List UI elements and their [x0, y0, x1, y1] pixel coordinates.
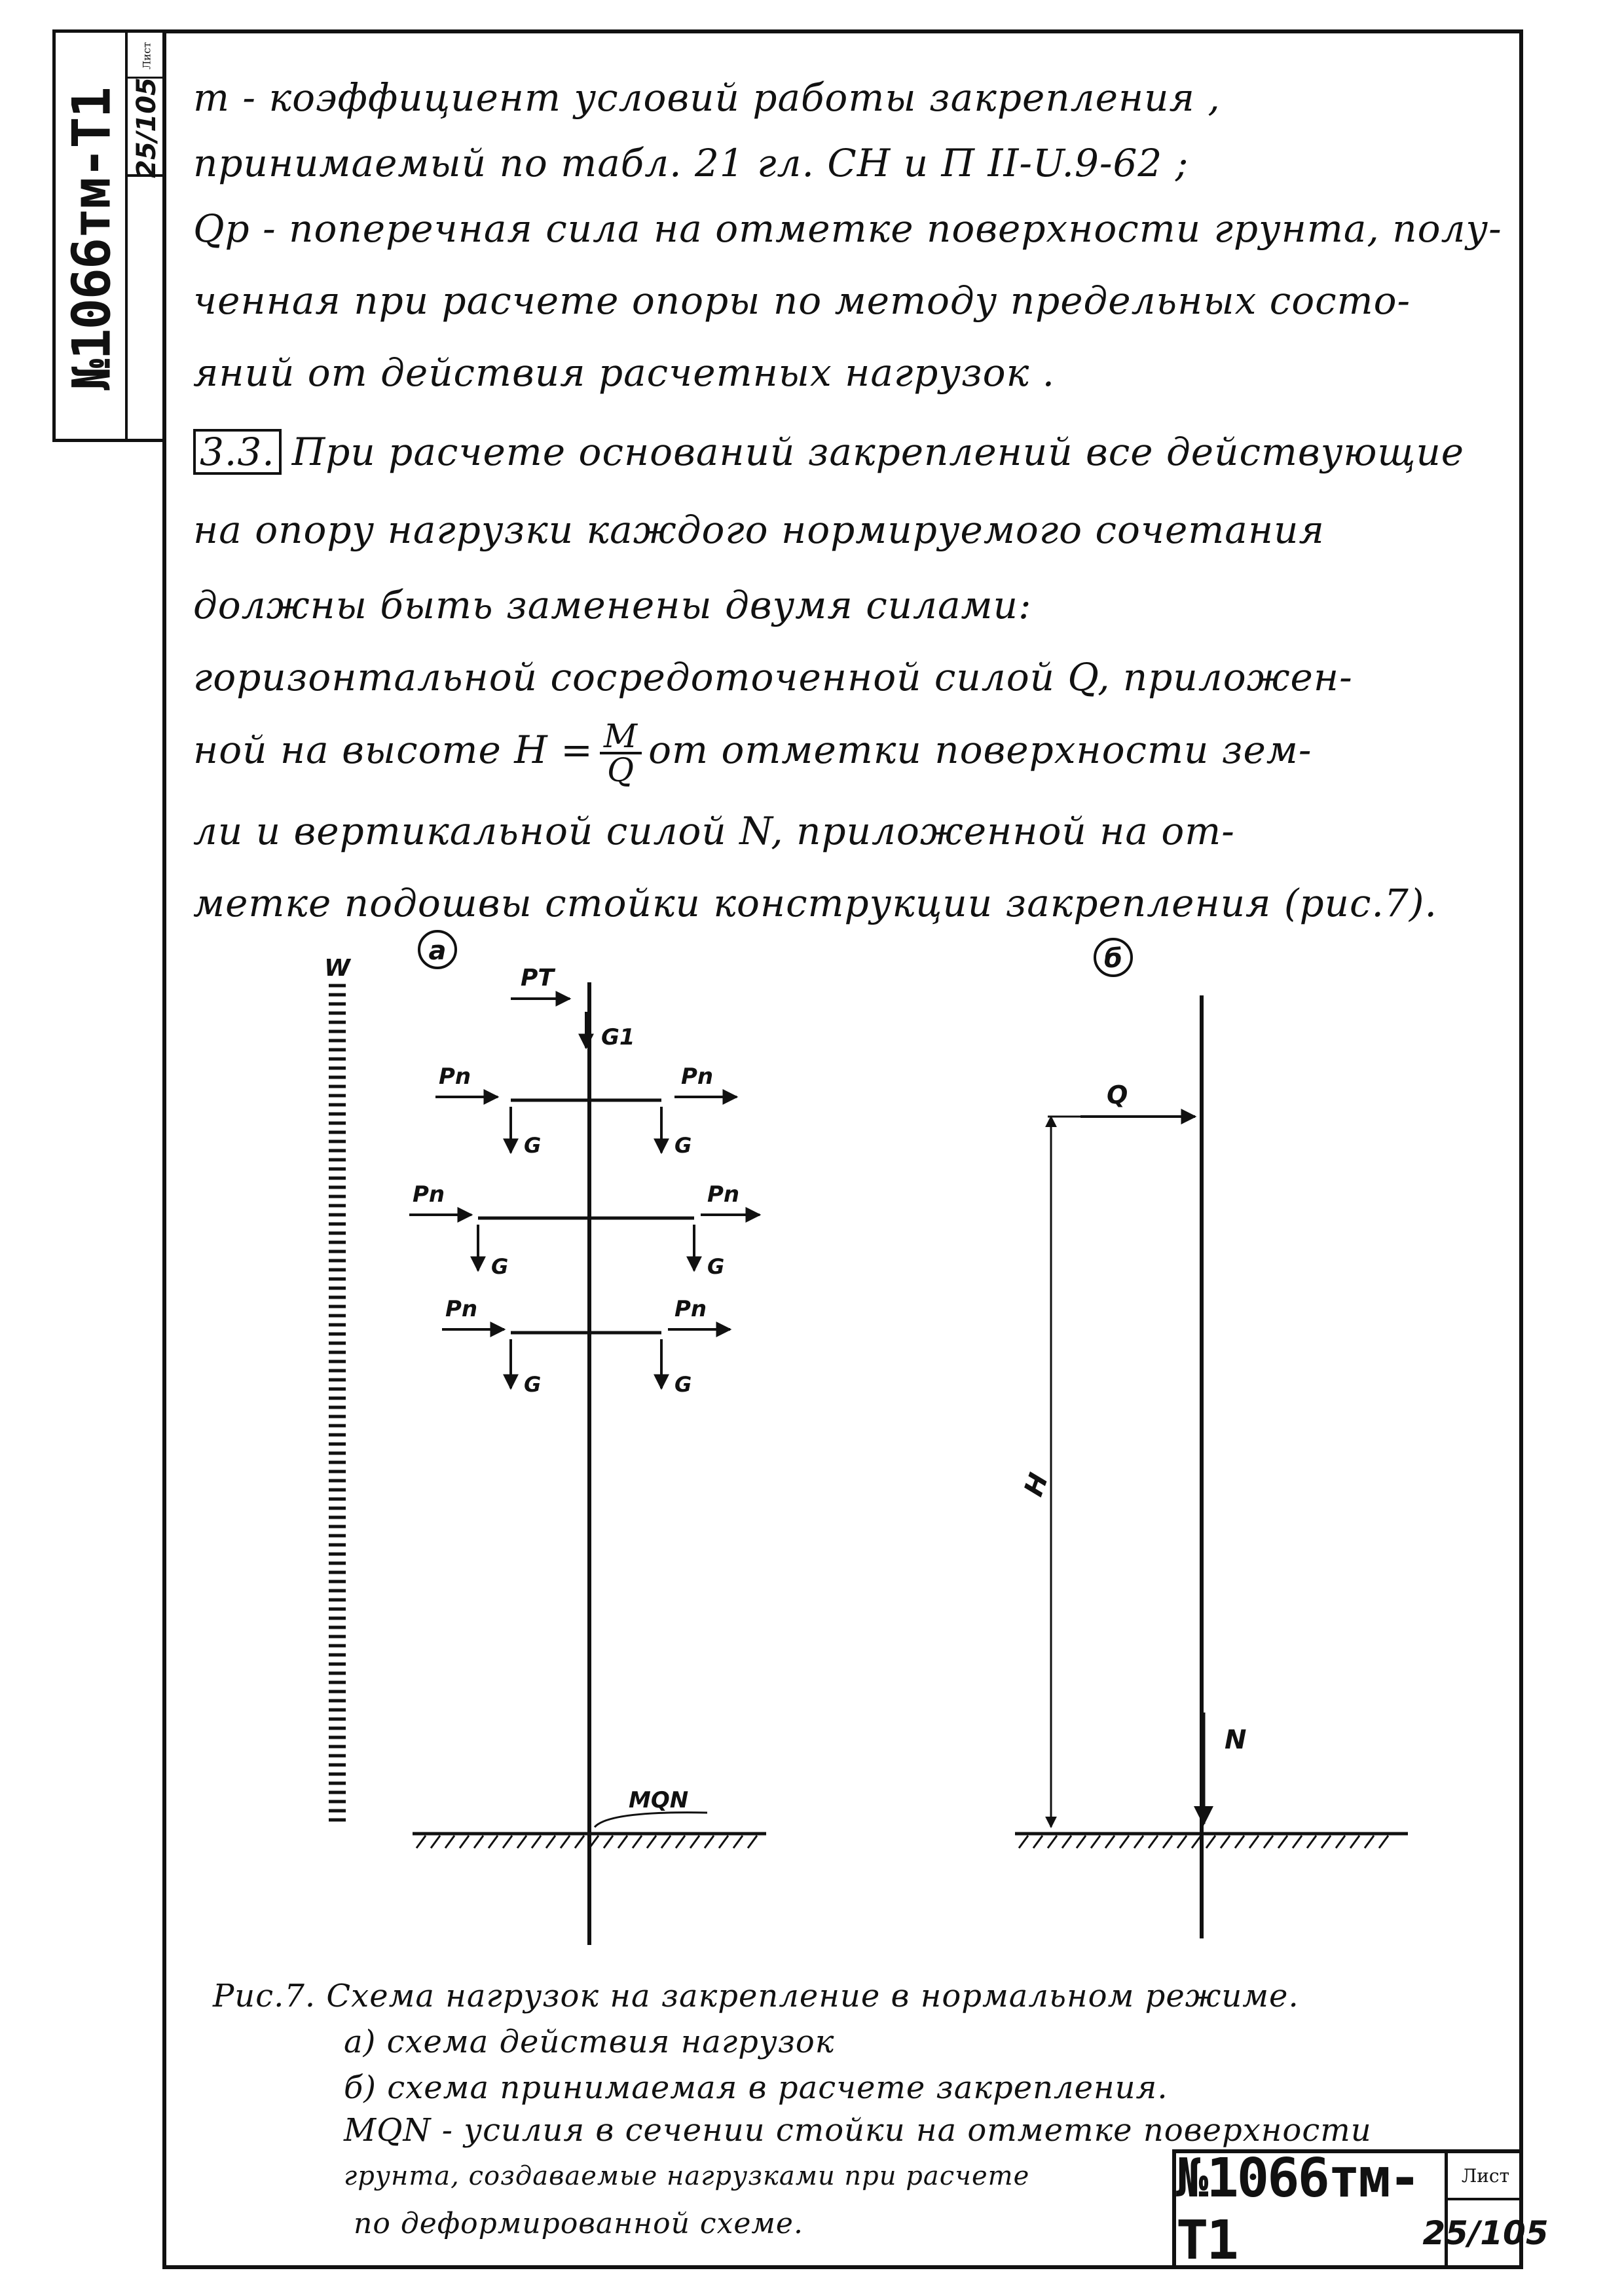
- wind-load-hatch: [329, 986, 346, 1820]
- body-line-5: яний от действия расчетных нагрузок .: [193, 350, 1056, 395]
- panel-a-label: [419, 931, 456, 968]
- panel-b-label: [1095, 939, 1132, 976]
- force-g-label: G: [707, 1254, 725, 1279]
- corner-stamp-page: 25/105: [132, 77, 162, 178]
- section-mqn-leader: [595, 1813, 707, 1827]
- force-q-label: Q: [1107, 1081, 1128, 1109]
- force-pn-label: Pn: [674, 1296, 707, 1322]
- force-pn-label: Pn: [445, 1296, 478, 1322]
- corner-stamp-sheet-label: Лист: [140, 42, 153, 69]
- formula-numerator: M: [600, 720, 642, 754]
- section-mqn-label: MQN: [629, 1787, 689, 1813]
- figure-caption-note-1: MQN - усилия в сечении стойки на отметке поверхности: [344, 2112, 1372, 2149]
- corner-stamp-doc-code: №1066тм-Т1: [61, 88, 122, 390]
- title-block-page: 25/105: [1422, 2214, 1549, 2252]
- force-g-label: G: [524, 1372, 542, 1397]
- figure-caption-item-a: а) схема действия нагрузок: [344, 2024, 835, 2060]
- body-line-11: ли и вертикальной силой N, приложенной на от-: [193, 809, 1235, 853]
- svg-text:а: а: [428, 936, 447, 966]
- body-line-10-end: от отметки поверхности зем-: [648, 728, 1312, 773]
- force-g-label: G: [491, 1254, 509, 1279]
- body-line-7: на опору нагрузки каждого нормируемого сочетания: [193, 508, 1325, 552]
- figure-caption-note-3: по деформированной схеме.: [354, 2207, 803, 2240]
- clause-number: 3.3.: [193, 429, 282, 475]
- title-block-doc-code: №1066тм-Т1: [1176, 2153, 1448, 2265]
- ground-hatch-a: [416, 1836, 757, 1848]
- body-line-10-start: ной на высоте H =: [193, 728, 593, 773]
- wind-label: W: [324, 955, 350, 982]
- svg-text:б: б: [1104, 944, 1122, 974]
- force-g-label: G: [524, 1133, 542, 1158]
- force-g-label: G: [674, 1133, 692, 1158]
- force-pn-label: Pn: [681, 1064, 714, 1090]
- formula-denominator: Q: [607, 751, 635, 789]
- body-line-1: m - коэффициент условий работы закрепления ,: [193, 75, 1221, 120]
- body-line-4: ченная при расчете опоры по методу предельных состо-: [193, 278, 1411, 323]
- figure-caption-item-b: б) схема принимаемая в расчете закрепления.: [344, 2069, 1168, 2106]
- figure-caption-note-2: грунта, создаваемые нагрузками при расчете: [344, 2161, 1030, 2191]
- title-block-sheet-label: Лист: [1448, 2153, 1523, 2200]
- force-pt-label: PT: [521, 965, 554, 991]
- force-n-label: N: [1225, 1725, 1247, 1755]
- body-line-6-text: При расчете оснований закреплений все действующие: [291, 430, 1465, 474]
- title-block: [1172, 2147, 1549, 2272]
- force-pn-label: Pn: [707, 1181, 740, 1208]
- force-g1-label: G1: [601, 1024, 635, 1050]
- height-h-label: H: [1018, 1469, 1055, 1500]
- force-g-label: G: [674, 1372, 692, 1397]
- figure-caption-title: Рис.7. Схема нагрузок на закрепление в нормальном режиме.: [213, 1978, 1299, 2014]
- body-line-2: принимаемый по табл. 21 гл. СН и П II-U.9-62 ;: [193, 141, 1189, 185]
- body-line-12: метке подошвы стойки конструкции закрепления (рис.7).: [193, 881, 1437, 925]
- body-line-3: Qp - поперечная сила на отметке поверхности грунта, полу-: [193, 206, 1502, 251]
- force-pn-label: Pn: [439, 1064, 471, 1090]
- body-line-8: должны быть заменены двумя силами:: [193, 583, 1032, 627]
- force-pn-label: Pn: [413, 1181, 445, 1208]
- body-line-9: горизонтальной сосредоточенной силой Q, приложен-: [193, 655, 1353, 699]
